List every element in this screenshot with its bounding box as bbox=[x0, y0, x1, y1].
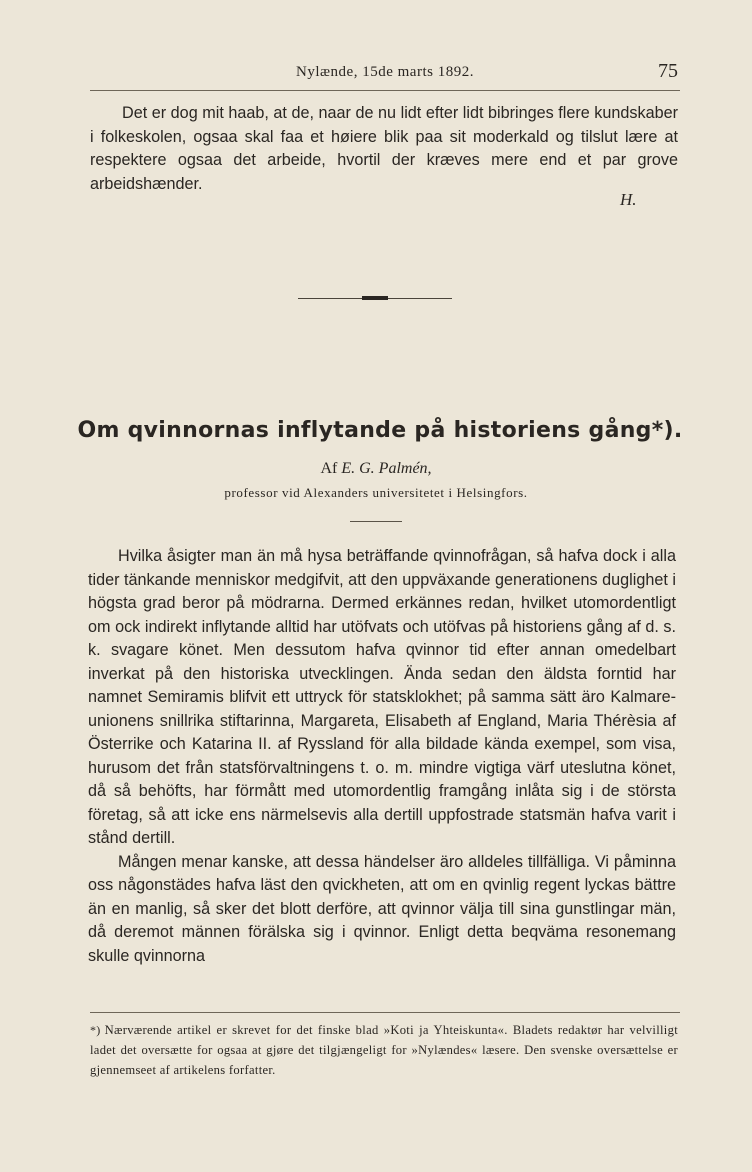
header-rule bbox=[90, 90, 680, 91]
title-rule bbox=[350, 521, 402, 522]
intro-paragraph: Det er dog mit haab, at de, naar de nu lidt efter lidt bibringes flere kundskaber i folkeskolen, ogsaa skal faa et høiere blik paa sit moderkald og tilslut lære at respektere ogsaa det arbeide, hvortil der kræves mere end et par grove arbeidshænder. bbox=[90, 104, 678, 193]
article-paragraph-2: Mången menar kanske, att dessa händelser äro alldeles tillfälliga. Vi påminna oss någonstädes hafva läst den qvickheten, att om en qvinlig regent lyckas bättre än en manlig, så sker det blott derföre, att qvinnor välja till sina gunstlingar män, då deremot männen förälska sig i qvinnor. Enligt detta beqväma resonemang skulle qvinnorna bbox=[88, 852, 676, 965]
page-number: 75 bbox=[658, 60, 678, 82]
signature: H. bbox=[620, 190, 637, 209]
article-title: Om qvinnornas inflytande på historiens gång*). bbox=[77, 418, 683, 443]
footnote-text: Nærværende artikel er skrevet for det finske blad »Koti ja Yhteiskunta«. Bladets redaktør har velvilligt ladet det oversætte for ogsaa at gjøre det tilgjængeligt for »Nylændes« læsere. Den svenske oversættelse er gjennemseet af artikelens forfatter. bbox=[90, 1023, 678, 1077]
ornament-center-bar bbox=[362, 296, 388, 300]
footnote-rule bbox=[90, 1012, 680, 1013]
article-paragraph-1: Hvilka åsigter man än må hysa beträffande qvinnofrågan, så hafva dock i alla tider tänkande menniskor medgifvit, att den uppväxande generationens duglighet i högsta grad beror på mödrarna. Dermed erkännes redan, hvilket utomordentligt om ock indirekt inflytande alltid har utöfvats och utöfvas på historiens gång af d. s. k. svagare könet. Men dessutom hafva qvinnor tid efter annan omedelbart inverkat på den historiska utvecklingen. Ända sedan den äldsta forntid har namnet Semiramis blifvit ett uttryck för statsklokhet; på samma sätt äro Kalmare-unionens snillrika stiftarinna, Margareta, Elisabeth af England, Maria Thérèsia af Österrike och Katarina II. af Ryssland för alla bildade kända exempel, som visa, hurusom det från statsförvaltningens t. o. m. mindre vigtiga värf uteslutna könet, då så behöfts, har förmått med utomordentlig framgång inlåta sig i de största företag, så att icke ens närmelsevis alla dertill uppfostrade statsmän hafva varit i stånd dertill. bbox=[88, 547, 676, 847]
author-affiliation: professor vid Alexanders universitetet i Helsingfors. bbox=[224, 485, 528, 500]
byline bbox=[0, 460, 752, 478]
previous-article-ending bbox=[90, 102, 678, 196]
article-body bbox=[88, 545, 676, 968]
running-head: Nylænde, 15de marts 1892. bbox=[296, 64, 474, 80]
byline-prefix: Af bbox=[320, 460, 338, 477]
author-name: E. G. Palmén, bbox=[341, 460, 432, 477]
footnote-mark: *) bbox=[90, 1023, 101, 1037]
page-header bbox=[90, 60, 680, 88]
section-divider-ornament bbox=[298, 294, 452, 302]
footnote bbox=[90, 1020, 678, 1080]
